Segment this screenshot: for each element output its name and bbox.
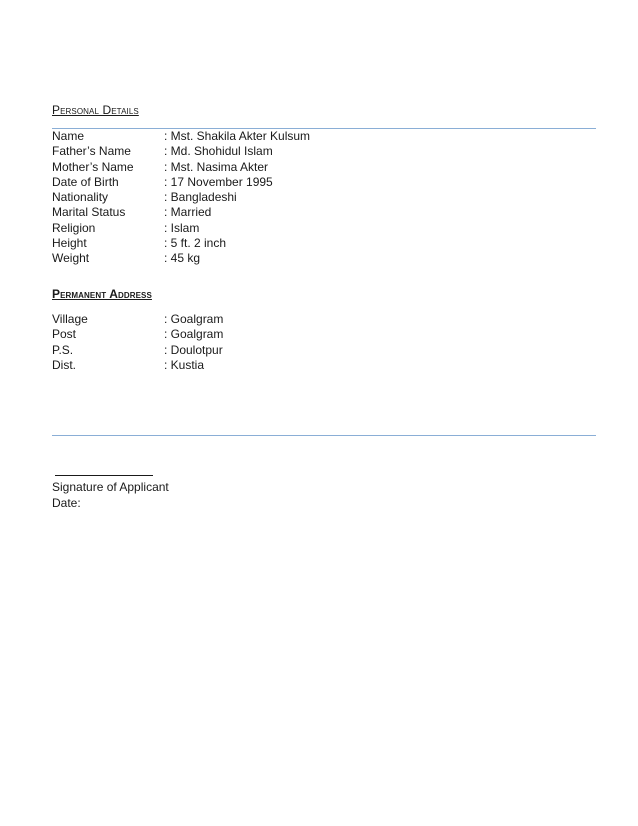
address-value: : Doulotpur (164, 342, 223, 357)
detail-row-weight (52, 251, 310, 266)
detail-label: Mother’s Name (52, 159, 134, 174)
detail-value: : 17 November 1995 (164, 174, 273, 189)
detail-value: : 5 ft. 2 inch (164, 236, 227, 251)
address-label: Dist. (52, 357, 76, 372)
address-row-village (52, 312, 223, 327)
detail-value: : Married (164, 205, 212, 220)
address-label: Post (52, 327, 77, 342)
detail-row-date-of-birth (52, 175, 310, 190)
detail-value: : 45 kg (164, 251, 201, 266)
detail-value: : Md. Shohidul Islam (164, 144, 273, 159)
detail-value: : Mst. Nasima Akter (164, 159, 269, 174)
detail-value: : Islam (164, 220, 200, 235)
detail-label: Religion (52, 220, 96, 235)
address-row-post (52, 327, 223, 342)
address-value: : Kustia (164, 357, 205, 372)
detail-row-fathers-name (52, 144, 310, 159)
address-value: : Goalgram (164, 312, 224, 326)
address-label: P.S. (52, 342, 74, 357)
detail-label: Height (52, 236, 87, 251)
permanent-address-heading: Permanent Address (52, 287, 152, 301)
date-label: Date: (52, 496, 81, 510)
detail-value: : Bangladeshi (164, 190, 237, 205)
address-row-ps (52, 343, 223, 358)
detail-label: Nationality (52, 190, 109, 205)
permanent-address-list (52, 312, 223, 373)
detail-value: : Mst. Shakila Akter Kulsum (164, 129, 311, 143)
detail-label: Father’s Name (52, 144, 131, 159)
signature-line (55, 475, 153, 476)
signature-caption: Signature of Applicant (52, 480, 169, 494)
detail-row-name (52, 129, 310, 144)
detail-label: Weight (52, 251, 90, 266)
personal-details-list (52, 129, 310, 267)
detail-label: Name (52, 129, 85, 143)
address-value: : Goalgram (164, 327, 224, 342)
detail-row-height (52, 236, 310, 251)
detail-label: Marital Status (52, 205, 126, 220)
detail-row-nationality (52, 190, 310, 205)
signature-block (52, 479, 169, 511)
detail-label: Date of Birth (52, 174, 119, 189)
detail-row-religion (52, 221, 310, 236)
personal-details-heading: Personal Details (52, 103, 139, 117)
section-divider-bottom (52, 435, 596, 436)
address-row-dist (52, 358, 223, 373)
detail-row-marital-status (52, 205, 310, 220)
detail-row-mothers-name (52, 160, 310, 175)
address-label: Village (52, 312, 88, 326)
